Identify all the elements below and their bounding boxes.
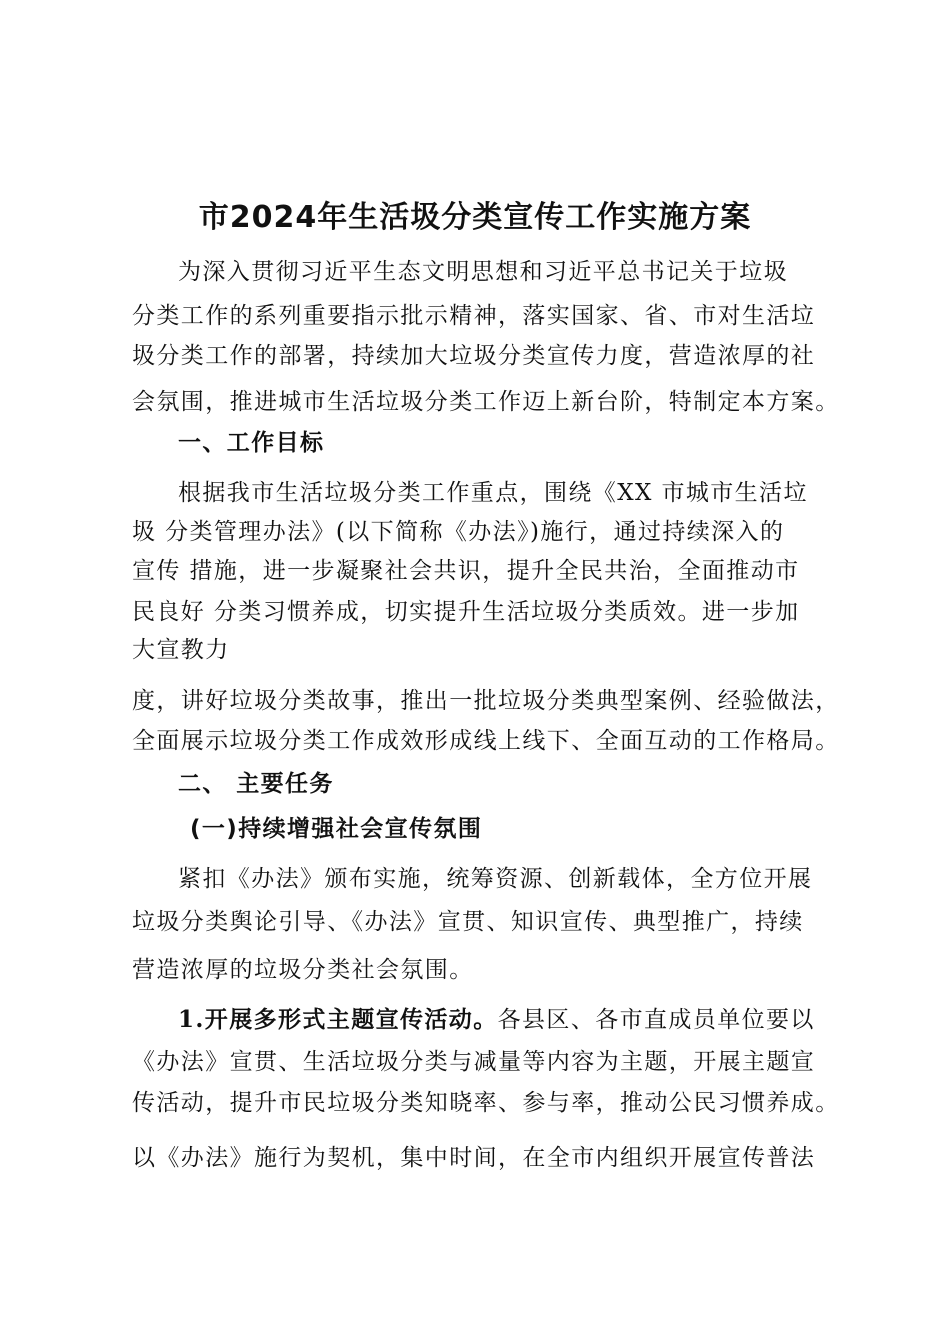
item-line xyxy=(178,1001,878,1034)
section-heading-goals: 一、工作目标 xyxy=(178,430,325,456)
body-line: 根据我市生活垃圾分类工作重点，围绕《XX 市城市生活垃 xyxy=(178,480,808,506)
body-line: 民良好 分类习惯养成，切实提升生活垃圾分类质效。进一步加 xyxy=(132,599,800,625)
body-line: 大宣教力 xyxy=(132,637,230,663)
intro-line: 会氛围，推进城市生活垃圾分类工作迈上新台阶，特制定本方案。 xyxy=(132,389,840,415)
intro-line: 分类工作的系列重要指示批示精神，落实国家、省、市对生活垃 xyxy=(132,303,816,329)
body-line: 垃圾分类舆论引导、《办法》宣贯、知识宣传、典型推广，持续 xyxy=(132,909,804,935)
body-line: 《办法》宣贯、生活垃圾分类与减量等内容为主题，开展主题宣 xyxy=(132,1049,816,1075)
item-lead-rest: 各县区、各市直成员单位要以 xyxy=(497,1007,815,1033)
body-line: 以《办法》施行为契机，集中时间，在全市内组织开展宣传普法 xyxy=(132,1145,816,1171)
body-line: 营造浓厚的垃圾分类社会氛围。 xyxy=(132,957,474,983)
intro-line: 圾分类工作的部署，持续加大垃圾分类宣传力度，营造浓厚的社 xyxy=(132,343,816,369)
body-line: 度，讲好垃圾分类故事，推出一批垃圾分类典型案例、经验做法， xyxy=(132,688,840,714)
item-lead: 1.开展多形式主题宣传活动。 xyxy=(178,1006,498,1033)
body-line: 传活动，提升市民垃圾分类知晓率、参与率，推动公民习惯养成。 xyxy=(132,1090,840,1116)
body-line: 全面展示垃圾分类工作成效形成线上线下、全面互动的工作格局。 xyxy=(132,728,840,754)
subsection-heading: (一)持续增强社会宣传氛围 xyxy=(190,816,483,842)
intro-line: 为深入贯彻习近平生态文明思想和习近平总书记关于垃圾 xyxy=(178,259,788,285)
body-line: 圾 分类管理办法》(以下简称《办法》)施行，通过持续深入的 xyxy=(132,519,785,545)
document-title: 市2024年生活圾分类宣传工作实施方案 xyxy=(198,200,752,235)
section-heading-tasks: 二、 主要任务 xyxy=(178,771,334,797)
body-line: 紧扣《办法》颁布实施，统筹资源、创新载体，全方位开展 xyxy=(178,866,813,892)
body-line: 宣传 措施，进一步凝聚社会共识，提升全民共治，全面推动市 xyxy=(132,558,800,584)
